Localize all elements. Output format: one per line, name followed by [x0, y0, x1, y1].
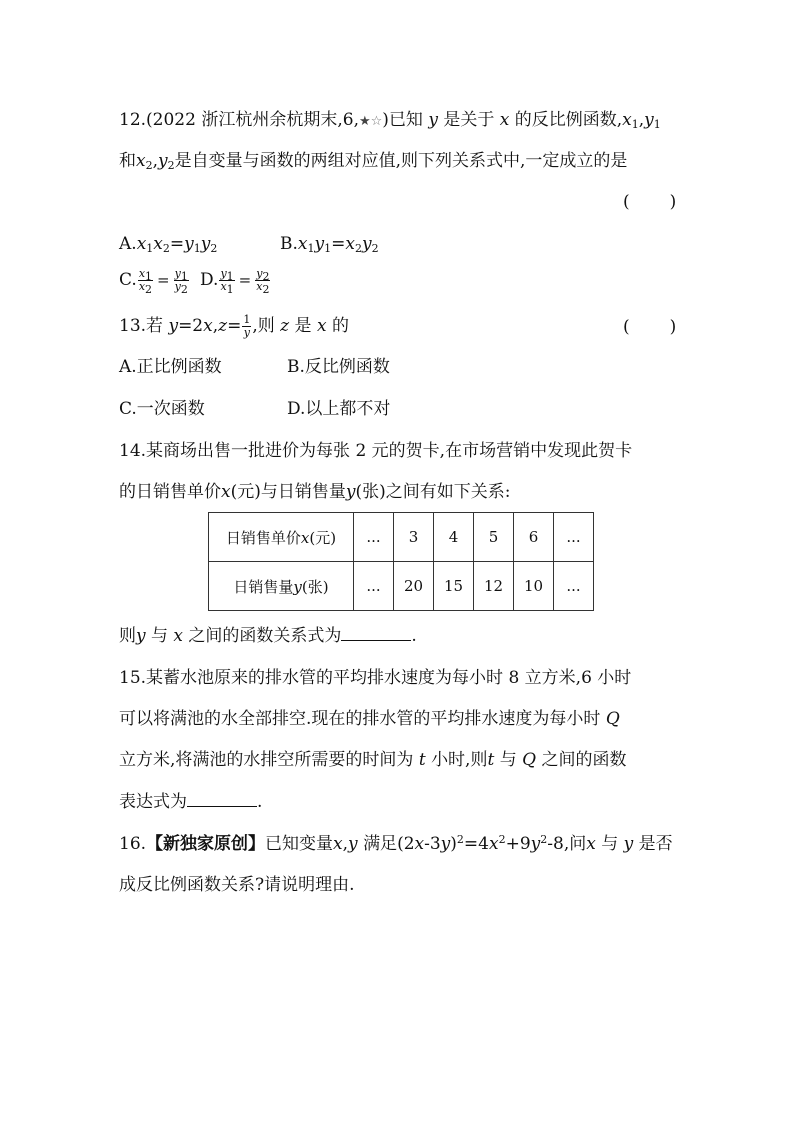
- table-cell: ...: [554, 513, 594, 562]
- q13-option-b: B.反比例函数: [287, 357, 390, 377]
- q14-answer-line: 则y 与 x 之间的函数关系式为 .: [119, 626, 417, 646]
- star-filled-icon: ★: [358, 114, 371, 129]
- table-cell: ...: [354, 513, 394, 562]
- q13-option-c: C.一次函数: [119, 399, 205, 419]
- q12-option-a: $A.x_1x_2=y_1y_2$: [119, 234, 218, 255]
- q14-line1: 14.某商场出售一批进价为每张 2 元的贺卡,在市场营销中发现此贺卡: [119, 441, 633, 461]
- star-outline-icon: ☆: [370, 114, 383, 129]
- table-cell: 4: [434, 513, 474, 562]
- table-cell: ...: [554, 562, 594, 611]
- q16-tag: 【新独家原创】: [146, 834, 266, 854]
- q15-line1: 15.某蓄水池原来的排水管的平均排水速度为每小时 8 立方米,6 小时: [119, 668, 632, 688]
- answer-blank[interactable]: [341, 624, 411, 641]
- table-cell: ...: [354, 562, 394, 611]
- table-cell: 6: [514, 513, 554, 562]
- q12-source: (2022 浙江杭州余杭期末,6,: [146, 110, 359, 130]
- q12-option-c: C. $\frac{x_1}{x_2}$ = $\frac{y_1}{y_2}$: [119, 267, 188, 296]
- q13-line1: 13.若 y=2x,z= $\frac{1}{y}$ ,则 z 是 x 的: [119, 313, 349, 339]
- table-cell: 12: [474, 562, 514, 611]
- q12-option-d: D. $\frac{y_1}{x_1}$ = $\frac{y_2}{x_2}$: [200, 267, 270, 296]
- q12-number: 12.: [119, 110, 147, 130]
- q15-number: 15.: [119, 668, 147, 688]
- table-cell: 3: [394, 513, 434, 562]
- q13-answer-paren: ( ): [623, 317, 679, 337]
- table-cell: 20: [394, 562, 434, 611]
- q13-number: 13.: [119, 316, 147, 336]
- q12-line2: 和$x_2,y_2$是自变量与函数的两组对应值,则下列关系式中,一定成立的是: [119, 151, 628, 172]
- q15-line3: 立方米,将满池的水排空所需要的时间为 t 小时,则t 与 Q 之间的函数: [119, 750, 627, 770]
- q14-number: 14.: [119, 441, 147, 461]
- q16-line2: 成反比例函数关系?请说明理由.: [119, 875, 355, 895]
- table-cell: 10: [514, 562, 554, 611]
- table-cell: 5: [474, 513, 514, 562]
- table-header-price: 日销售单价x(元): [209, 513, 354, 562]
- q12-line1: 12.(2022 浙江杭州余杭期末,6,★☆)已知 y 是关于 x 的反比例函数$,x_1,y_1$: [119, 110, 661, 131]
- q16-number: 16.: [119, 834, 147, 854]
- q12-option-b: $B.x_1y_1=x_2y_2$: [280, 234, 379, 255]
- table-row: [209, 513, 594, 562]
- q14-line2: 的日销售单价x(元)与日销售量y(张)之间有如下关系:: [119, 482, 511, 502]
- q15-line4: 表达式为 .: [119, 792, 263, 812]
- q12-answer-paren: ( ): [623, 192, 679, 212]
- q13-option-a: A.正比例函数: [119, 357, 222, 377]
- q15-line2: 可以将满池的水全部排空.现在的排水管的平均排水速度为每小时 Q: [119, 709, 620, 729]
- q14-value-table: [208, 512, 594, 611]
- q16-line1: 16.【新独家原创】已知变量x,y 满足$(2x-3y)^2=4x^2+9y^2-8$,问x 与 y 是否: [119, 833, 673, 854]
- q13-option-d: D.以上都不对: [287, 399, 391, 419]
- table-header-quantity: 日销售量y(张): [209, 562, 354, 611]
- table-row: [209, 562, 594, 611]
- answer-blank[interactable]: [187, 790, 257, 807]
- table-cell: 15: [434, 562, 474, 611]
